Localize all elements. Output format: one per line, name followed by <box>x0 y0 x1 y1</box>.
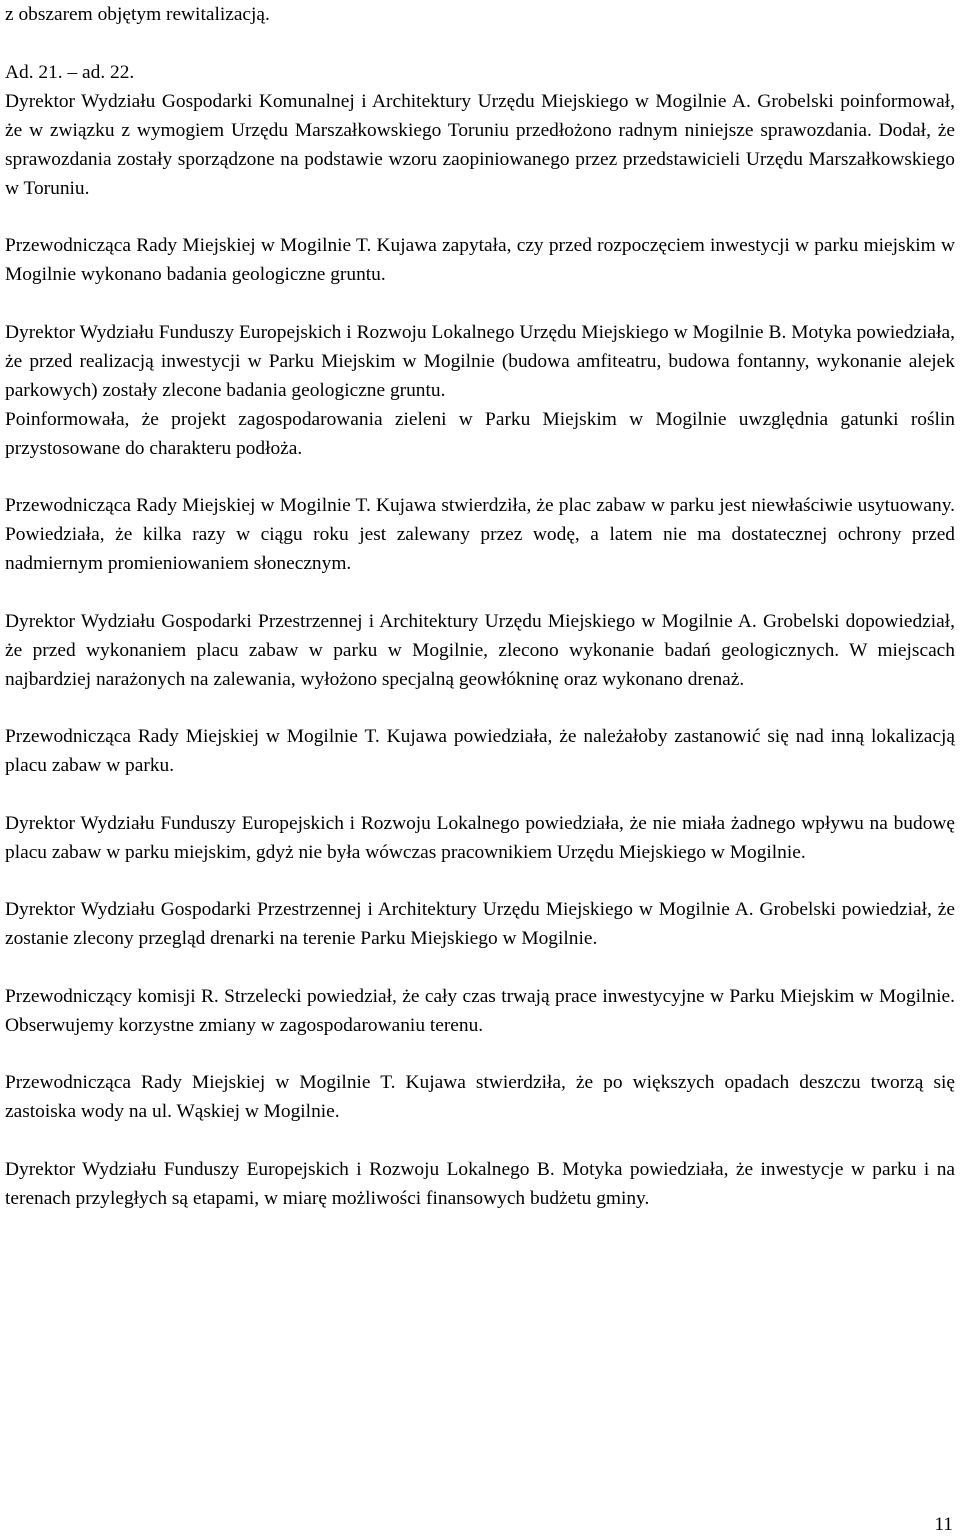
paragraph-gap <box>5 29 955 58</box>
paragraph: Przewodniczący komisji R. Strzelecki powiedział, że cały czas trwają prace inwestycyjne w Parku Miejskim w Mogilnie. Obserwujemy korzystne zmiany w zagospodarowaniu terenu. <box>5 985 955 1036</box>
paragraph: Dyrektor Wydziału Gospodarki Komunalnej i Architektury Urzędu Miejskiego w Mogilnie A. Grobelski poinformował, że w związku z wymogiem Urzędu Marszałkowskiego Toruniu przedłożono radnym niniejsze sprawozdania. Dodał, że sprawozdania zostały sporządzone na podstawie wzoru zaopiniowanego przez przedstawicieli Urzędu Marszałkowskiego w Toruniu. <box>5 90 955 199</box>
paragraph: Dyrektor Wydziału Funduszy Europejskich i Rozwoju Lokalnego Urzędu Miejskiego w Mogilnie B. Motyka powiedziała, że przed realizacją inwestycji w Parku Miejskim w Mogilnie (budowa amfiteatru, budowa fontanny, wykonanie alejek parkowych) zostały zlecone badania geologiczne gruntu. <box>5 321 955 401</box>
paragraph-gap <box>5 463 955 492</box>
paragraph-gap <box>5 203 955 232</box>
paragraph: Poinformowała, że projekt zagospodarowania zieleni w Parku Miejskim w Mogilnie uwzględnia gatunki roślin przystosowane do charakteru podłoża. <box>5 408 955 459</box>
paragraph: Przewodnicząca Rady Miejskiej w Mogilnie T. Kujawa stwierdziła, że po większych opadach deszczu tworzą się zastoiska wody na ul. Wąskiej w Mogilnie. <box>5 1072 955 1122</box>
paragraph: Przewodnicząca Rady Miejskiej w Mogilnie T. Kujawa stwierdziła, że plac zabaw w parku jest niewłaściwie usytuowany. Powiedziała, że kilka razy w ciągu roku jest zalewany przez wodę, a latem nie ma dostatecznej ochrony przed nadmiernym promieniowaniem słonecznym. <box>5 495 955 574</box>
paragraph-gap <box>5 694 955 723</box>
paragraph-gap <box>5 780 955 809</box>
paragraph-gap <box>5 1126 955 1155</box>
page-number: 11 <box>934 1514 953 1535</box>
paragraph: Dyrektor Wydziału Gospodarki Przestrzennej i Architektury Urzędu Miejskiego w Mogilnie A. Grobelski powiedział, że zostanie zlecony przegląd drenarki na terenie Parku Miejskiego w Mogilnie. <box>5 899 955 949</box>
paragraph-gap <box>5 867 955 896</box>
paragraph-gap <box>5 1040 955 1069</box>
paragraph: Dyrektor Wydziału Gospodarki Przestrzennej i Architektury Urzędu Miejskiego w Mogilnie A. Grobelski dopowiedział, że przed wykonaniem placu zabaw w parku w Mogilnie, zlecono wykonanie badań geologicznych. W miejscach najbardziej narażonych na zalewania, wyłożono specjalną geowłókninę oraz wykonano drenaż. <box>5 610 955 690</box>
paragraph: z obszarem objętym rewitalizacją. <box>5 4 270 25</box>
paragraph-gap <box>5 953 955 982</box>
document-page <box>5 0 955 1213</box>
paragraph-gap <box>5 289 955 318</box>
agenda-item-heading: Ad. 21. – ad. 22. <box>5 61 135 83</box>
paragraph: Przewodnicząca Rady Miejskiej w Mogilnie T. Kujawa zapytała, czy przed rozpoczęciem inwestycji w parku miejskim w Mogilnie wykonano badania geologiczne gruntu. <box>5 235 955 285</box>
paragraph-gap <box>5 578 955 607</box>
paragraph: Przewodnicząca Rady Miejskiej w Mogilnie T. Kujawa powiedziała, że należałoby zastanowić się nad inną lokalizacją placu zabaw w parku. <box>5 726 955 776</box>
paragraph: Dyrektor Wydziału Funduszy Europejskich i Rozwoju Lokalnego powiedziała, że nie miała żadnego wpływu na budowę placu zabaw w parku miejskim, gdyż nie była wówczas pracownikiem Urzędu Miejskiego w Mogilnie. <box>5 812 955 863</box>
paragraph: Dyrektor Wydziału Funduszy Europejskich i Rozwoju Lokalnego B. Motyka powiedziała, że inwestycje w parku i na terenach przyległych są etapami, w miarę możliwości finansowych budżetu gminy. <box>5 1158 955 1209</box>
